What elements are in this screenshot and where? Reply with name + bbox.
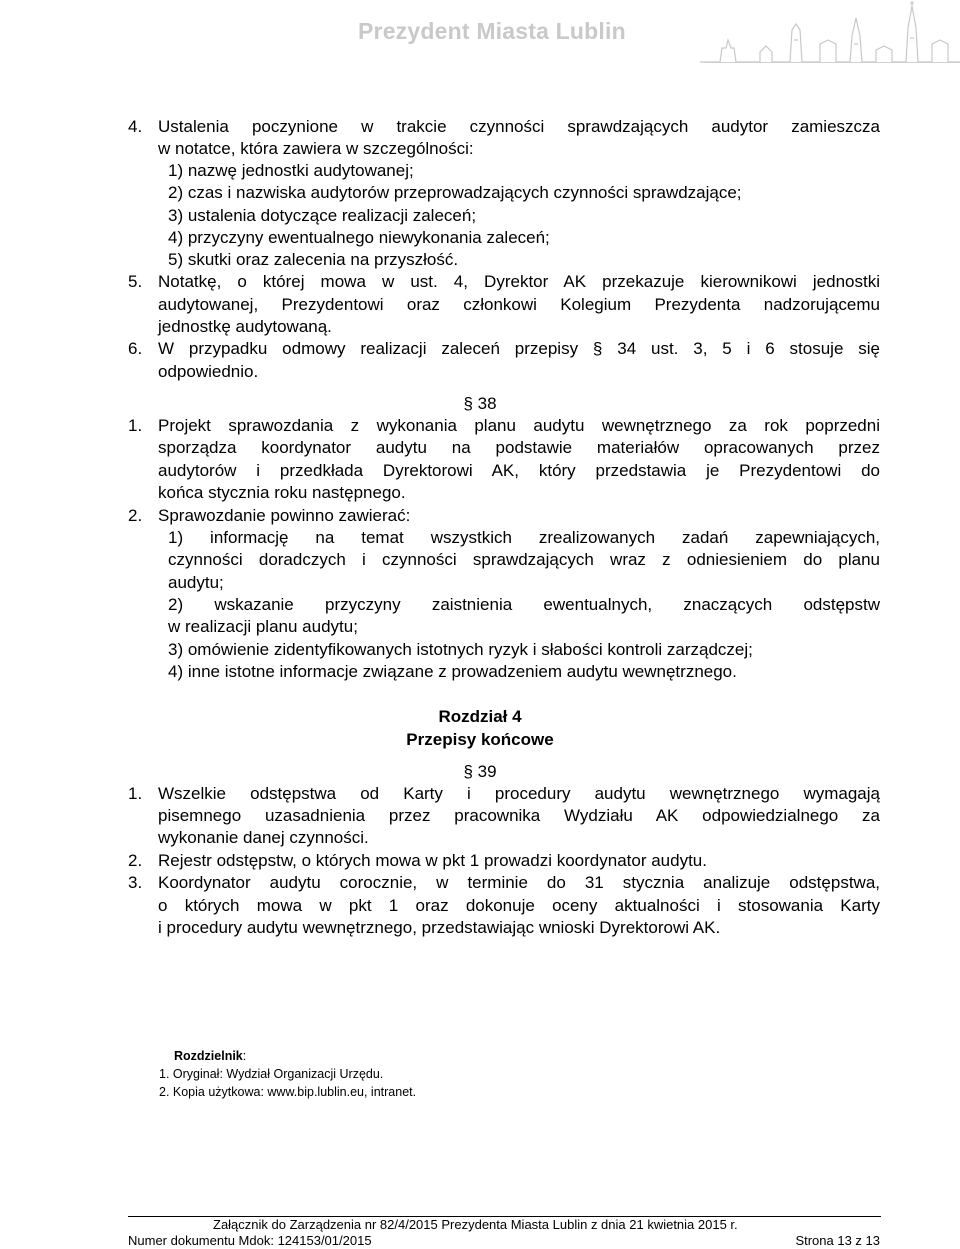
par38-2-line-7: 4) inne istotne informacje związane z prowadzeniem audytu wewnętrznego. (168, 662, 737, 681)
chapter-title: Rozdział 4 (438, 707, 522, 726)
section-5-line-3: jednostkę audytowaną. (158, 317, 332, 336)
par38-1-line-3: audytorów i przedkłada Dyrektorowi AK, który przedstawia je Prezydentowi do (158, 461, 880, 480)
par38-2-line-1: 1) informację na temat wszystkich zrealizowanych zadań zapewniających, (168, 528, 880, 547)
paragraph-38-heading: § 38 (463, 394, 497, 413)
par39-2-line-1: Rejestr odstępstw, o których mowa w pkt 1 prowadzi koordynator audytu. (158, 851, 707, 870)
section-5-line-1: Notatkę, o której mowa w ust. 4, Dyrektor AK przekazuje kierownikowi jednostki (158, 272, 880, 291)
chapter-subtitle: Przepisy końcowe (406, 730, 554, 749)
section-4-line-2: w notatce, która zawiera w szczególności: (158, 139, 474, 158)
par38-1-number: 1. (128, 416, 143, 435)
par38-2-line-4: 2) wskazanie przyczyny zaistnienia ewentualnych, znaczących odstępstw (168, 595, 880, 614)
par38-2-number: 2. (128, 506, 143, 525)
distribution-colon: : (242, 1049, 247, 1063)
par38-2-line-5: w realizacji planu audytu; (168, 617, 358, 636)
par38-2-line-2: czynności doradczych i czynności sprawdzających wraz z odniesieniem do planu (168, 550, 880, 569)
par38-2-intro: Sprawozdanie powinno zawierać: (158, 506, 411, 525)
section-4-line-1: Ustalenia poczynione w trakcie czynności sprawdzających audytor zamieszcza (158, 117, 880, 136)
par39-2-number: 2. (128, 851, 143, 870)
section-6-line-1: W przypadku odmowy realizacji zaleceń przepisy § 34 ust. 3, 5 i 6 stosuje się (158, 339, 880, 358)
footer-caption: Załącznik do Zarządzenia nr 82/4/2015 Prezydenta Miasta Lublin z dnia 21 kwietnia 2015 r. (213, 1217, 738, 1232)
par39-1-line-3: wykonanie danej czynności. (158, 828, 369, 847)
section-4-number: 4. (128, 117, 143, 136)
par39-3-line-1: Koordynator audytu corocznie, w terminie do 31 stycznia analizuje odstępstwa, (158, 873, 880, 892)
section-4-item-2: 2) czas i nazwiska audytorów przeprowadzających czynności sprawdzające; (168, 183, 742, 202)
par38-2-line-3: audytu; (168, 573, 224, 592)
distribution-item-1: 1. Oryginał: Wydział Organizacji Urzędu. (159, 1067, 384, 1081)
header-rule (705, 62, 960, 63)
distribution-item-2: 2. Kopia użytkowa: www.bip.lublin.eu, intranet. (159, 1085, 417, 1099)
section-6-line-2: odpowiednio. (158, 362, 259, 381)
par39-1-line-2: pisemnego uzasadnienia przez pracownika Wydziału AK odpowiedzialnego za (158, 806, 880, 825)
section-4-item-3: 3) ustalenia dotyczące realizacji zaleceń; (168, 206, 477, 225)
par39-3-number: 3. (128, 873, 143, 892)
section-5-line-2: audytowanej, Prezydentowi oraz członkowi Kolegium Prezydenta nadzorującemu (158, 295, 880, 314)
footer-page-number: Strona 13 z 13 (795, 1233, 880, 1248)
header-title: Prezydent Miasta Lublin (358, 18, 626, 44)
distribution-heading (174, 1048, 246, 1064)
section-5-number: 5. (128, 272, 143, 291)
section-4-item-1: 1) nazwę jednostki audytowanej; (168, 161, 414, 180)
footer-rule (128, 1216, 881, 1217)
section-4-item-5: 5) skutki oraz zalecenia na przyszłość. (168, 250, 459, 269)
section-4-item-4: 4) przyczyny ewentualnego niewykonania zaleceń; (168, 228, 550, 247)
par39-3-line-2: o których mowa w pkt 1 oraz dokonuje oceny aktualności i stosowania Karty (158, 896, 880, 915)
par39-3-line-3: i procedury audytu wewnętrznego, przedstawiając wnioski Dyrektorowi AK. (158, 918, 721, 937)
par39-1-number: 1. (128, 784, 143, 803)
paragraph-39-heading: § 39 (463, 762, 497, 781)
footer-doc-number: Numer dokumentu Mdok: 124153/01/2015 (128, 1233, 372, 1248)
section-6-number: 6. (128, 339, 143, 358)
par38-1-line-1: Projekt sprawozdania z wykonania planu audytu wewnętrznego za rok poprzedni (158, 416, 880, 435)
par38-2-line-6: 3) omówienie zidentyfikowanych istotnych ryzyk i słabości kontroli zarządczej; (168, 640, 753, 659)
par38-1-line-2: sporządza koordynator audytu na podstawie materiałów opracowanych przez (158, 438, 880, 457)
par39-1-line-1: Wszelkie odstępstwa od Karty i procedury audytu wewnętrznego wymagają (158, 784, 880, 803)
par38-1-line-4: końca stycznia roku następnego. (158, 483, 406, 502)
distribution-title: Rozdzielnik (174, 1049, 243, 1063)
